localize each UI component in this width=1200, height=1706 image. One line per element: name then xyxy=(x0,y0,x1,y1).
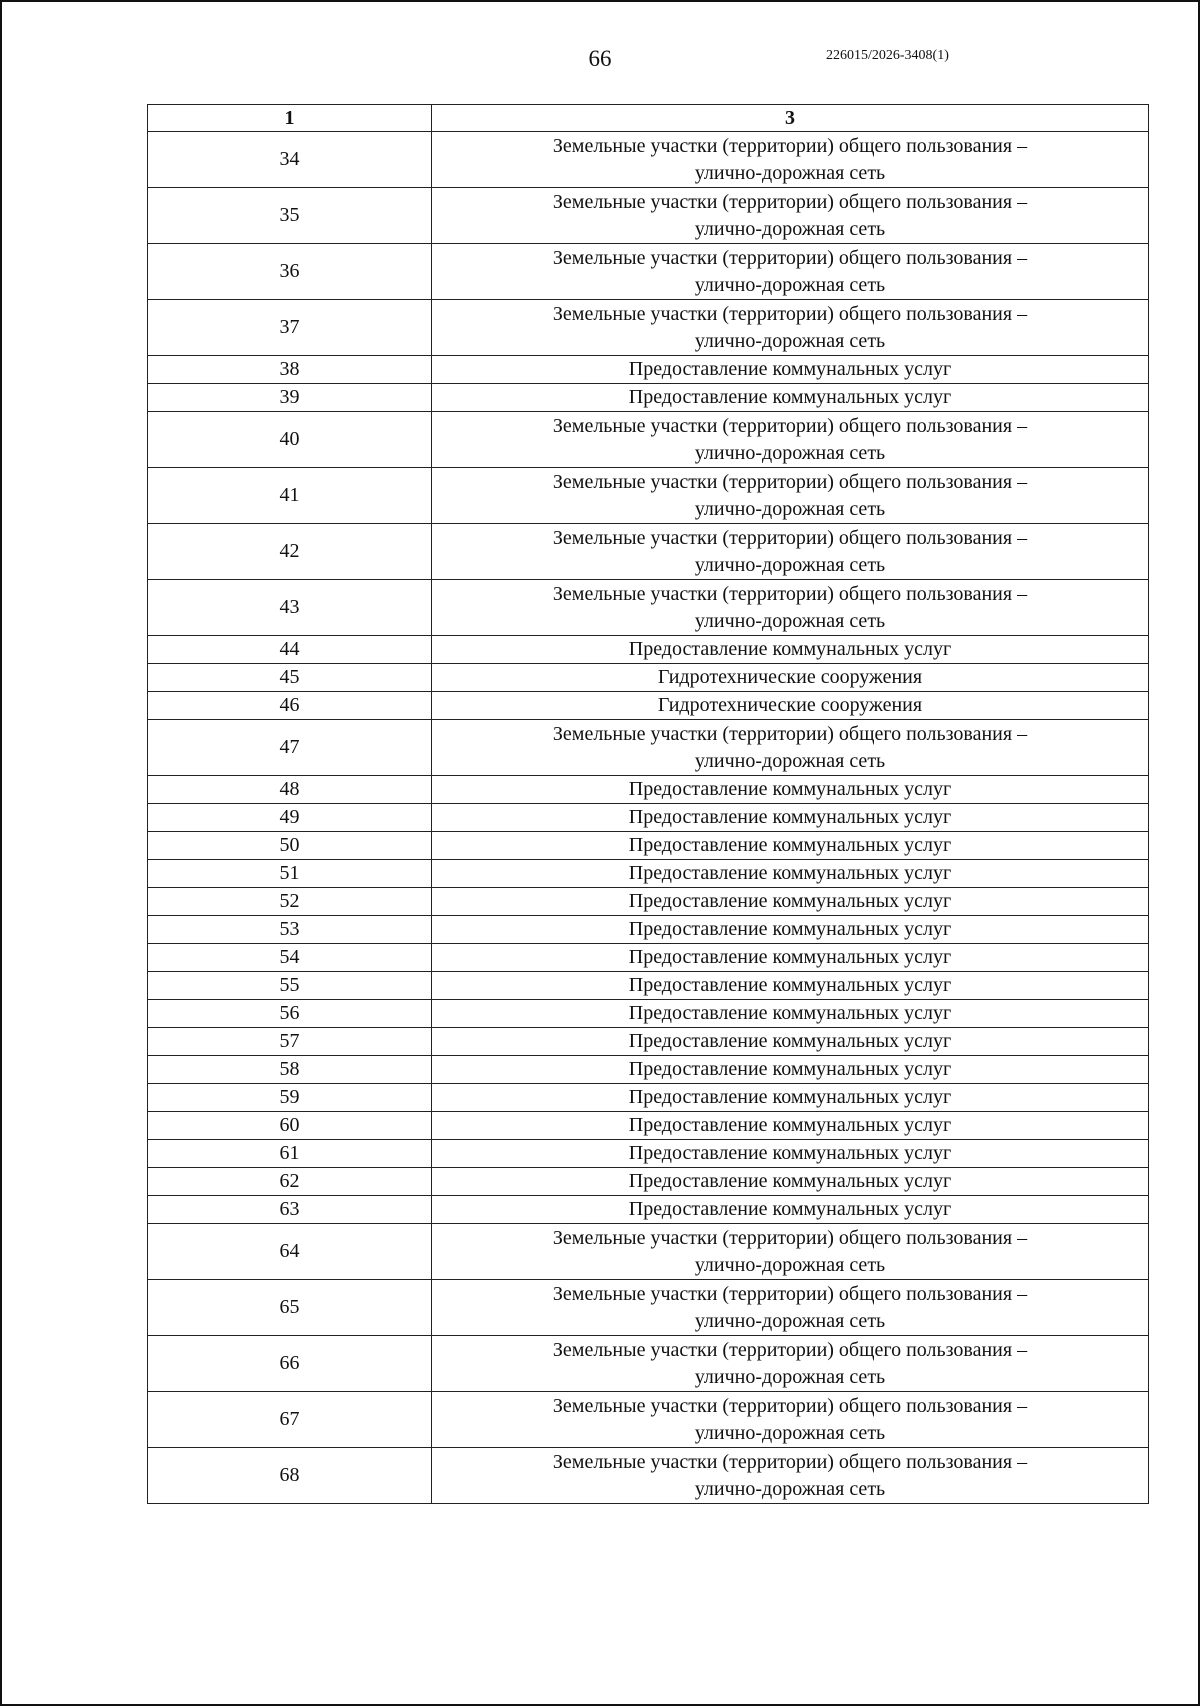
description-line: Предоставление коммунальных услуг xyxy=(628,974,952,996)
row-description-cell xyxy=(432,1168,1149,1196)
description-line: Земельные участки (территории) общего пользования – xyxy=(552,190,1028,213)
description-line: Предоставление коммунальных услуг xyxy=(628,1142,952,1164)
table-row xyxy=(148,1336,1149,1392)
table-row xyxy=(148,1168,1149,1196)
description-line: Предоставление коммунальных услуг xyxy=(628,638,952,660)
table-row xyxy=(148,776,1149,804)
table-header-row xyxy=(148,105,1149,132)
row-number-cell: 48 xyxy=(148,776,432,804)
row-number-cell: 46 xyxy=(148,692,432,720)
row-description-cell xyxy=(432,412,1149,468)
table-row xyxy=(148,1140,1149,1168)
row-description-cell xyxy=(432,804,1149,832)
row-description-cell xyxy=(432,1056,1149,1084)
description-line: Земельные участки (территории) общего пользования – xyxy=(552,1226,1028,1249)
row-number-cell: 42 xyxy=(148,524,432,580)
row-description-cell xyxy=(432,944,1149,972)
table-row xyxy=(148,384,1149,412)
description-line: Земельные участки (территории) общего пользования – xyxy=(552,246,1028,269)
table-row xyxy=(148,1280,1149,1336)
row-number-cell: 62 xyxy=(148,1168,432,1196)
table-row xyxy=(148,412,1149,468)
row-number-cell: 58 xyxy=(148,1056,432,1084)
table-row xyxy=(148,1224,1149,1280)
table-row xyxy=(148,1084,1149,1112)
description-line: улично-дорожная сеть xyxy=(694,161,886,184)
row-description-cell xyxy=(432,1000,1149,1028)
table-row xyxy=(148,888,1149,916)
table-row xyxy=(148,636,1149,664)
description-line: улично-дорожная сеть xyxy=(694,1421,886,1444)
description-line: улично-дорожная сеть xyxy=(694,1477,886,1500)
row-number-cell: 50 xyxy=(148,832,432,860)
row-description-cell xyxy=(432,188,1149,244)
table-row xyxy=(148,1448,1149,1504)
row-number-cell: 56 xyxy=(148,1000,432,1028)
table-row xyxy=(148,1056,1149,1084)
row-description-cell xyxy=(432,580,1149,636)
description-line: улично-дорожная сеть xyxy=(694,609,886,632)
column-header-number: 1 xyxy=(148,105,432,132)
row-number-cell: 49 xyxy=(148,804,432,832)
description-line: Предоставление коммунальных услуг xyxy=(628,358,952,380)
row-number-cell: 60 xyxy=(148,1112,432,1140)
description-line: Предоставление коммунальных услуг xyxy=(628,1030,952,1052)
row-description-cell xyxy=(432,1392,1149,1448)
column-header-description: 3 xyxy=(432,105,1149,132)
row-description-cell xyxy=(432,356,1149,384)
table-row xyxy=(148,244,1149,300)
row-number-cell: 55 xyxy=(148,972,432,1000)
row-number-cell: 43 xyxy=(148,580,432,636)
row-number-cell: 68 xyxy=(148,1448,432,1504)
description-line: Земельные участки (территории) общего пользования – xyxy=(552,470,1028,493)
description-line: улично-дорожная сеть xyxy=(694,441,886,464)
description-line: улично-дорожная сеть xyxy=(694,1365,886,1388)
description-line: Гидротехнические сооружения xyxy=(657,666,923,688)
row-description-cell xyxy=(432,888,1149,916)
row-description-cell xyxy=(432,300,1149,356)
description-line: улично-дорожная сеть xyxy=(694,749,886,772)
description-line: Земельные участки (территории) общего пользования – xyxy=(552,1394,1028,1417)
row-number-cell: 52 xyxy=(148,888,432,916)
description-line: Гидротехнические сооружения xyxy=(657,694,923,716)
row-number-cell: 51 xyxy=(148,860,432,888)
description-line: улично-дорожная сеть xyxy=(694,553,886,576)
description-line: Предоставление коммунальных услуг xyxy=(628,386,952,408)
row-number-cell: 37 xyxy=(148,300,432,356)
description-line: улично-дорожная сеть xyxy=(694,217,886,240)
description-line: Предоставление коммунальных услуг xyxy=(628,834,952,856)
table-row xyxy=(148,832,1149,860)
description-line: Земельные участки (территории) общего пользования – xyxy=(552,582,1028,605)
table-row xyxy=(148,300,1149,356)
description-line: Земельные участки (территории) общего пользования – xyxy=(552,302,1028,325)
row-number-cell: 38 xyxy=(148,356,432,384)
row-description-cell xyxy=(432,692,1149,720)
row-number-cell: 45 xyxy=(148,664,432,692)
document-id: 226015/2026-3408(1) xyxy=(826,48,949,63)
row-description-cell xyxy=(432,132,1149,188)
table-row xyxy=(148,580,1149,636)
description-line: Предоставление коммунальных услуг xyxy=(628,862,952,884)
row-description-cell xyxy=(432,1280,1149,1336)
row-description-cell xyxy=(432,1112,1149,1140)
description-line: Предоставление коммунальных услуг xyxy=(628,890,952,912)
description-line: Земельные участки (территории) общего пользования – xyxy=(552,722,1028,745)
table-row xyxy=(148,1028,1149,1056)
row-number-cell: 36 xyxy=(148,244,432,300)
description-line: Земельные участки (территории) общего пользования – xyxy=(552,1282,1028,1305)
row-number-cell: 67 xyxy=(148,1392,432,1448)
row-number-cell: 34 xyxy=(148,132,432,188)
row-description-cell xyxy=(432,1448,1149,1504)
description-line: Предоставление коммунальных услуг xyxy=(628,1002,952,1024)
table-row xyxy=(148,804,1149,832)
row-number-cell: 40 xyxy=(148,412,432,468)
land-use-table xyxy=(147,104,1149,1504)
row-description-cell xyxy=(432,664,1149,692)
table-row xyxy=(148,132,1149,188)
description-line: Земельные участки (территории) общего пользования – xyxy=(552,134,1028,157)
table-row xyxy=(148,916,1149,944)
description-line: Земельные участки (территории) общего пользования – xyxy=(552,1338,1028,1361)
table-row xyxy=(148,356,1149,384)
row-number-cell: 65 xyxy=(148,1280,432,1336)
table-row xyxy=(148,1000,1149,1028)
page-number: 66 xyxy=(588,46,612,71)
row-description-cell xyxy=(432,1028,1149,1056)
row-number-cell: 61 xyxy=(148,1140,432,1168)
table-row xyxy=(148,1392,1149,1448)
row-description-cell xyxy=(432,1196,1149,1224)
row-number-cell: 63 xyxy=(148,1196,432,1224)
row-description-cell xyxy=(432,720,1149,776)
description-line: Предоставление коммунальных услуг xyxy=(628,778,952,800)
table-row xyxy=(148,972,1149,1000)
description-line: Земельные участки (территории) общего пользования – xyxy=(552,1450,1028,1473)
row-description-cell xyxy=(432,524,1149,580)
row-number-cell: 54 xyxy=(148,944,432,972)
description-line: Земельные участки (территории) общего пользования – xyxy=(552,414,1028,437)
description-line: улично-дорожная сеть xyxy=(694,329,886,352)
description-line: Предоставление коммунальных услуг xyxy=(628,1198,952,1220)
description-line: Предоставление коммунальных услуг xyxy=(628,918,952,940)
table-row xyxy=(148,188,1149,244)
table-row xyxy=(148,468,1149,524)
row-description-cell xyxy=(432,244,1149,300)
table-row xyxy=(148,720,1149,776)
description-line: Предоставление коммунальных услуг xyxy=(628,1170,952,1192)
row-description-cell xyxy=(432,972,1149,1000)
table-row xyxy=(148,860,1149,888)
row-description-cell xyxy=(432,1336,1149,1392)
row-number-cell: 44 xyxy=(148,636,432,664)
description-line: Земельные участки (территории) общего пользования – xyxy=(552,526,1028,549)
row-number-cell: 35 xyxy=(148,188,432,244)
row-description-cell xyxy=(432,1140,1149,1168)
description-line: Предоставление коммунальных услуг xyxy=(628,1086,952,1108)
table-body xyxy=(148,132,1149,1504)
row-description-cell xyxy=(432,860,1149,888)
row-number-cell: 59 xyxy=(148,1084,432,1112)
row-number-cell: 64 xyxy=(148,1224,432,1280)
row-number-cell: 66 xyxy=(148,1336,432,1392)
row-description-cell xyxy=(432,384,1149,412)
description-line: Предоставление коммунальных услуг xyxy=(628,1058,952,1080)
row-number-cell: 39 xyxy=(148,384,432,412)
row-number-cell: 53 xyxy=(148,916,432,944)
row-description-cell xyxy=(432,1084,1149,1112)
table-row xyxy=(148,664,1149,692)
table-row xyxy=(148,524,1149,580)
table-row xyxy=(148,1196,1149,1224)
description-line: улично-дорожная сеть xyxy=(694,1309,886,1332)
row-description-cell xyxy=(432,916,1149,944)
description-line: Предоставление коммунальных услуг xyxy=(628,1114,952,1136)
row-description-cell xyxy=(432,468,1149,524)
table-row xyxy=(148,1112,1149,1140)
description-line: улично-дорожная сеть xyxy=(694,273,886,296)
description-line: улично-дорожная сеть xyxy=(694,1253,886,1276)
row-number-cell: 47 xyxy=(148,720,432,776)
description-line: Предоставление коммунальных услуг xyxy=(628,806,952,828)
row-description-cell xyxy=(432,1224,1149,1280)
row-number-cell: 57 xyxy=(148,1028,432,1056)
row-number-cell: 41 xyxy=(148,468,432,524)
description-line: улично-дорожная сеть xyxy=(694,497,886,520)
description-line: Предоставление коммунальных услуг xyxy=(628,946,952,968)
row-description-cell xyxy=(432,832,1149,860)
row-description-cell xyxy=(432,636,1149,664)
table-row xyxy=(148,944,1149,972)
row-description-cell xyxy=(432,776,1149,804)
table-row xyxy=(148,692,1149,720)
